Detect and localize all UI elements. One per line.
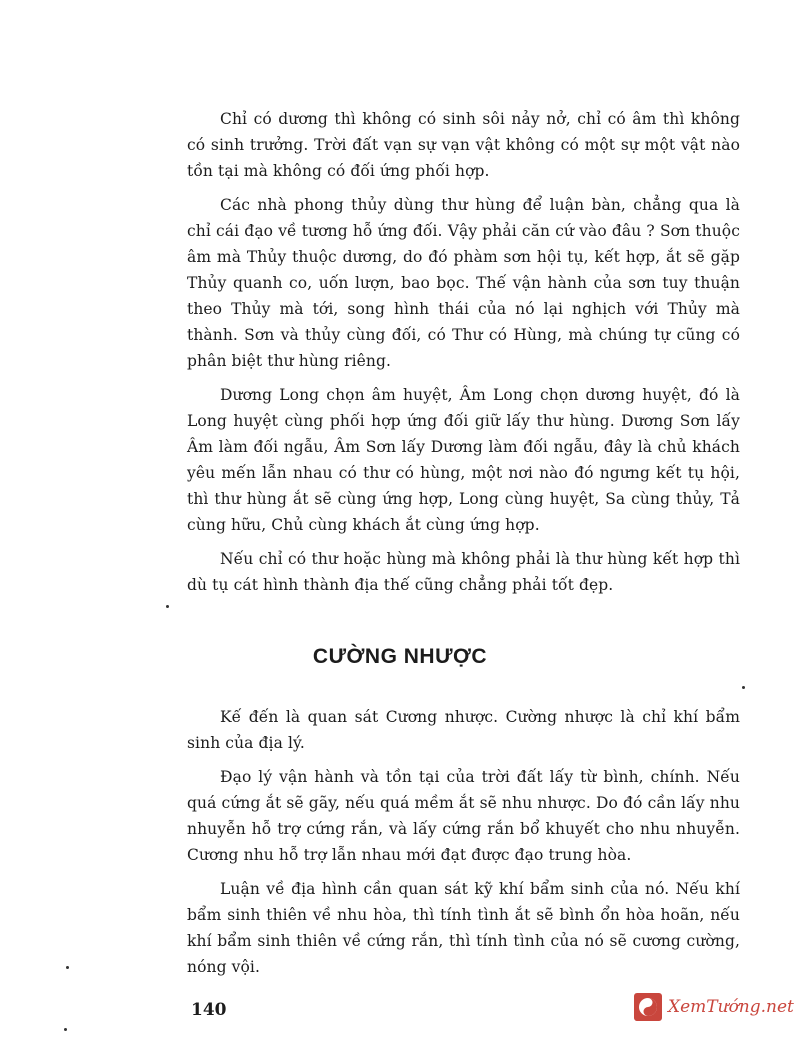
scan-speck <box>64 1028 67 1031</box>
watermark[interactable] <box>634 992 794 1022</box>
paragraph: Chỉ có dương thì không có sinh sôi nảy nở, chỉ có âm thì không có sinh trưởng. Trời đất vạn sự vạn vật không có một sự một vật nào tồn tại mà không có đối ứng phối hợp. <box>187 110 740 180</box>
section-heading: CƯỜNG NHƯỢC <box>312 645 488 668</box>
body-text-bottom <box>187 704 740 988</box>
paragraph: Nếu chỉ có thư hoặc hùng mà không phải là thư hùng kết hợp thì dù tụ cát hình thành địa thế cũng chẳng phải tốt đẹp. <box>187 550 740 594</box>
page-number: 140 <box>191 1000 227 1020</box>
paragraph: Các nhà phong thủy dùng thư hùng để luận bàn, chẳng qua là chỉ cái đạo về tương hỗ ứng đối. Vậy phải căn cứ vào đâu ? Sơn thuộc âm mà Thủy thuộc dương, do đó phàm sơn hội tụ, kết hợp, ắt sẽ gặp Thủy quanh co, uốn lượn, bao bọc. Thế vận hành của sơn tuy thuận theo Thủy mà tới, song hình thái của nó lại nghịch với Thủy mà thành. Sơn và thủy cùng đối, có Thư có Hùng, mà chúng tự cũng có phân biệt thư hùng riêng. <box>187 196 740 370</box>
paragraph: Đạo lý vận hành và tồn tại của trời đất lấy từ bình, chính. Nếu quá cứng ắt sẽ gãy, nếu quá mềm ắt sẽ nhu nhược. Do đó cần lấy nhu nhuyễn hỗ trợ cứng rắn, và lấy cứng rắn bổ khuyết cho nhu nhuyễn. Cương nhu hỗ trợ lẫn nhau mới đạt được đạo trung hòa. <box>187 768 740 864</box>
body-text-top <box>187 106 740 606</box>
yin-yang-icon <box>634 993 662 1021</box>
paragraph: Luận về địa hình cần quan sát kỹ khí bẩm sinh của nó. Nếu khí bẩm sinh thiên về nhu hòa, thì tính tình ắt sẽ bình ổn hòa hoãn, nếu khí bẩm sinh thiên về cứng rắn, thì tính tình của nó sẽ cương cường, nóng vội. <box>187 880 740 976</box>
scan-speck <box>742 686 745 689</box>
paragraph: Kế đến là quan sát Cương nhược. Cường nhược là chỉ khí bẩm sinh của địa lý. <box>187 708 740 752</box>
watermark-text: XemTướng.net <box>668 997 794 1017</box>
scan-speck <box>166 605 169 608</box>
paragraph: Dương Long chọn âm huyệt, Âm Long chọn dương huyệt, đó là Long huyệt cùng phối hợp ứng đối giữ lấy thư hùng. Dương Sơn lấy Âm làm đối ngẫu, Âm Sơn lấy Dương làm đối ngẫu, đây là chủ khách yêu mến lẫn nhau có thư có hùng, một nơi nào đó ngưng kết tụ hội, thì thư hùng ắt sẽ cùng ứng hợp, Long cùng huyệt, Sa cùng thủy, Tả cùng hữu, Chủ cùng khách ắt cùng ứng hợp. <box>187 386 740 534</box>
scan-speck <box>66 966 69 969</box>
